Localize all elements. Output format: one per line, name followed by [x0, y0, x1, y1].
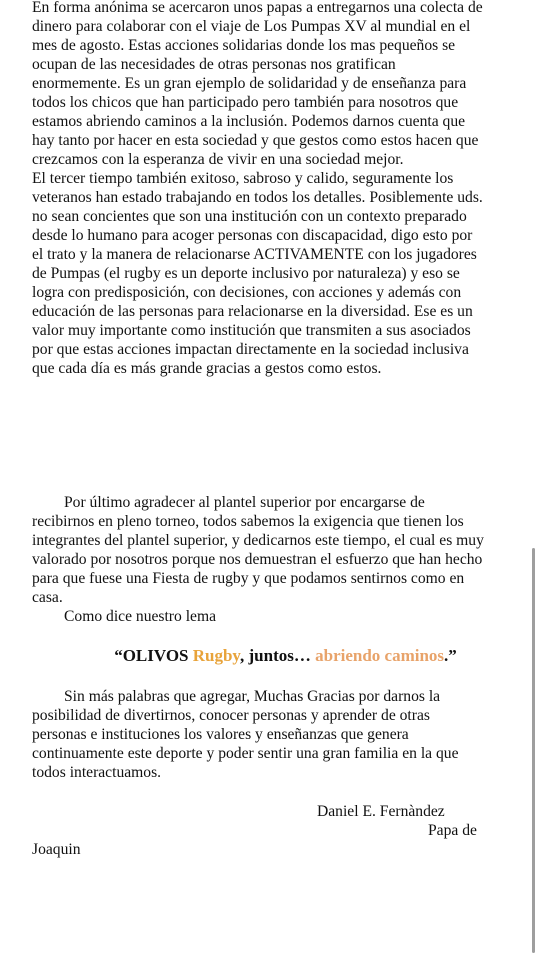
- signature-child: Joaquin: [32, 841, 81, 858]
- motto-close: .”: [444, 646, 457, 665]
- text-line: valorado por nosotros porque nos demuestran el esfuerzo que han hecho: [32, 551, 483, 568]
- text-line: Por último agradecer al plantel superior por encargarse de: [64, 494, 425, 511]
- text-line: El tercer tiempo también exitoso, sabroso y calido, seguramente los: [32, 170, 454, 187]
- motto-open: “OLIVOS: [114, 646, 193, 665]
- text-line: integrantes del plantel superior, y dedicarnos este tiempo, el cual es muy: [32, 532, 484, 549]
- text-line: crezcamos con la esperanza de vivir en una sociedad mejor.: [32, 151, 404, 168]
- paragraph-closing: [32, 687, 506, 782]
- text-line: todos interactuamos.: [32, 764, 162, 781]
- vertical-scrollbar[interactable]: [532, 548, 535, 953]
- text-line: enormemente. Es un gran ejemplo de solidaridad y de enseñanza para: [32, 75, 467, 92]
- text-line: educación de las personas para relacionarse en la diversidad. Ese es un: [32, 303, 473, 320]
- text-line: no sean concientes que son una institución con un contexto preparado: [32, 208, 467, 225]
- motto-word-caminos: abriendo caminos: [315, 646, 445, 665]
- club-motto: [0, 646, 539, 666]
- paragraph-thanks-senior-squad: [32, 493, 506, 626]
- text-line: logra con predisposición, con decisiones, con acciones y además con: [32, 284, 462, 301]
- motto-middle: , juntos…: [240, 646, 316, 665]
- text-line: que cada día es más grande gracias a gestos como estos.: [32, 360, 382, 377]
- text-line: ocupan de las necesidades de otras personas nos gratifican: [32, 56, 396, 73]
- text-line: el trato y la manera de relacionarse ACTIVAMENTE con los jugadores: [32, 246, 477, 263]
- text-line: personas e instituciones los valores y enseñanzas que genera: [32, 726, 409, 743]
- text-line: dinero para colaborar con el viaje de Los Pumpas XV al mundial en el: [32, 18, 471, 35]
- text-line: En forma anónima se acercaron unos papas a entregarnos una colecta de: [32, 0, 483, 16]
- text-line: estamos abriendo caminos a la inclusión. Podemos darnos cuenta que: [32, 113, 466, 130]
- text-line: por que estas acciones impactan directamente en la sociedad inclusiva: [32, 341, 469, 358]
- text-line: mes de agosto. Estas acciones solidarias donde los mas pequeños se: [32, 37, 456, 54]
- signature-name: Daniel E. Fernàndez: [317, 803, 445, 820]
- text-line: todos los chicos que han participado pero también para nosotros que: [32, 94, 459, 111]
- motto-word-rugby: Rugby: [192, 646, 240, 665]
- text-line: casa.: [32, 589, 63, 606]
- signature-role: Papa de: [428, 822, 477, 839]
- text-line: veteranos han estado trabajando en todos los detalles. Posiblemente uds.: [32, 189, 483, 206]
- text-line: valor muy importante como institución que transmiten a sus asociados: [32, 322, 471, 339]
- text-line: recibirnos en pleno torneo, todos sabemos la exigencia que tienen los: [32, 513, 464, 530]
- text-line: de Pumpas (el rugby es un deporte inclusivo por naturaleza) y eso se: [32, 265, 460, 282]
- text-line: posibilidad de divertirnos, conocer personas y aprender de otras: [32, 707, 430, 724]
- text-line: hay tanto por hacer en esta sociedad y que gestos como estos hacen que: [32, 132, 479, 149]
- paragraph-donation-and-third-half: [32, 0, 506, 378]
- text-line: desde lo humano para acoger personas con discapacidad, digo esto por: [32, 227, 473, 244]
- text-line: continuamente este deporte y poder sentir una gran familia en la que: [32, 745, 459, 762]
- motto-intro: Como dice nuestro lema: [64, 608, 217, 625]
- text-line: Sin más palabras que agregar, Muchas Gracias por darnos la: [64, 688, 441, 705]
- text-line: para que fuese una Fiesta de rugby y que podamos sentirnos como en: [32, 570, 465, 587]
